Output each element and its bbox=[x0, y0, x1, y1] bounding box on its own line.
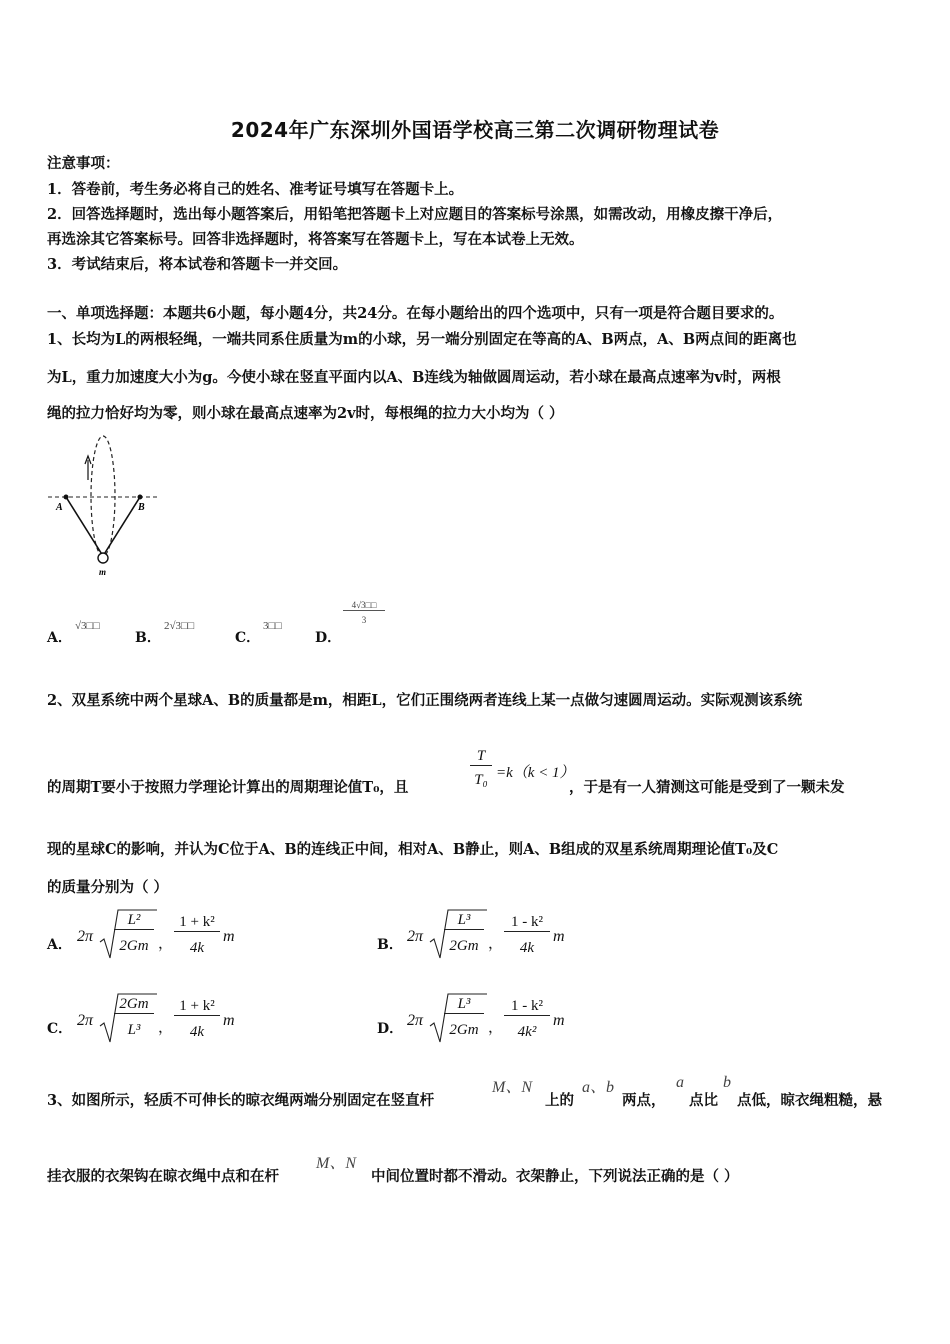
q2-line: 现的星球C的影响，并认为C位于A、B的连线正中间，相对A、B静止，则A、B组成的双星系统周期理论值T₀及C bbox=[47, 841, 779, 858]
q3-text: 挂衣服的衣架钩在晾衣绳中点和在杆 bbox=[47, 1168, 279, 1185]
q3-b: b bbox=[723, 1074, 731, 1091]
q2-option-c-m-den: 4k bbox=[189, 1024, 205, 1040]
page-title: 2024年广东深圳外国语学校高三第二次调研物理试卷 bbox=[230, 118, 720, 142]
q2-option-d-coef: 2π bbox=[407, 1012, 424, 1029]
q2-option-b-m-den: 4k bbox=[519, 940, 535, 956]
q2-option-c-m: m bbox=[223, 1012, 235, 1029]
notice-heading: 注意事项： bbox=[47, 155, 120, 172]
q2-option-a-m-den: 4k bbox=[189, 940, 205, 956]
q2-option-d-sep: ， bbox=[488, 1020, 504, 1036]
notice-item: 2．回答选择题时，选出每小题答案后，用铅笔把答题卡上对应题目的答案标号涂黑，如需改动，用橡皮擦干净后， bbox=[47, 206, 783, 223]
q1-figure bbox=[44, 430, 164, 580]
q3-mn: M、N bbox=[492, 1079, 533, 1096]
q2-option-a-coef: 2π bbox=[77, 928, 94, 945]
q2-option-c-rad-num: 2Gm bbox=[114, 996, 154, 1014]
q2-ratio-num: T bbox=[470, 748, 492, 766]
label-b: B bbox=[138, 502, 145, 513]
q2-line: ，于是有一人猜测这可能是受到了一颗未发 bbox=[569, 779, 845, 796]
q2-option-d-m: m bbox=[553, 1012, 565, 1029]
q2-option-a-rad-num: L² bbox=[114, 912, 154, 930]
point-b bbox=[138, 495, 143, 500]
q2-option-c-rad-den: L³ bbox=[127, 1022, 141, 1038]
q3-mn: M、N bbox=[316, 1155, 357, 1172]
q2-option-c-coef: 2π bbox=[77, 1012, 94, 1029]
label-a: A bbox=[56, 502, 63, 513]
q1-option-a-letter: A． bbox=[47, 630, 72, 646]
q1-line: 绳的拉力恰好均为零，则小球在最高点速率为2v时，每根绳的拉力大小均为（ ） bbox=[47, 405, 564, 422]
q1-option-a-expr: √3□□ bbox=[75, 620, 100, 632]
q3-text: 中间位置时都不滑动。衣架静止，下列说法正确的是（ ） bbox=[371, 1168, 739, 1185]
q2-option-d-rad-num: L³ bbox=[444, 996, 484, 1014]
q2-line: 的周期T要小于按照力学理论计算出的周期理论值T₀，且 bbox=[47, 779, 409, 796]
q2-ratio-rest: =k（k < 1） bbox=[496, 765, 575, 781]
q3-text: 3、如图所示，轻质不可伸长的晾衣绳两端分别固定在竖直杆 bbox=[47, 1092, 435, 1109]
q3-text: 点比 bbox=[689, 1092, 718, 1109]
q2-option-b-m: m bbox=[553, 928, 565, 945]
q2-option-d-m-num: 1 - k² bbox=[504, 998, 550, 1016]
circle-path bbox=[91, 436, 115, 556]
q2-line: 的质量分别为（ ） bbox=[47, 879, 169, 896]
q2-option-d-rad-den: 2Gm bbox=[449, 1022, 479, 1038]
q2-option-a-m-num: 1 + k² bbox=[174, 914, 220, 932]
q2-option-a-m: m bbox=[223, 928, 235, 945]
notice-item: 3．考试结束后，将本试卷和答题卡一并交回。 bbox=[47, 256, 348, 273]
q2-ratio-den: T₀ bbox=[474, 772, 488, 788]
q2-option-d-letter: D． bbox=[377, 1021, 404, 1037]
q1-line: 为L，重力加速度大小为g。今使小球在竖直平面内以A、B连线为轴做圆周运动，若小球在最高点速率为v时，两根 bbox=[47, 369, 781, 386]
q2-option-b-rad-num: L³ bbox=[444, 912, 484, 930]
q1-option-d-letter: D． bbox=[315, 630, 342, 646]
q2-option-a-sep: ， bbox=[158, 936, 174, 952]
rope-b bbox=[103, 497, 140, 556]
q2-line: 2、双星系统中两个星球A、B的质量都是m，相距L，它们正围绕两者连线上某一点做匀速圆周运动。实际观测该系统 bbox=[47, 692, 803, 709]
q2-option-c-sep: ， bbox=[158, 1020, 174, 1036]
q2-option-b-coef: 2π bbox=[407, 928, 424, 945]
q3-ab: a、b bbox=[582, 1079, 615, 1096]
label-m: m bbox=[99, 567, 107, 577]
q2-option-b-sep: ， bbox=[488, 936, 504, 952]
q1-option-d-num: 4√3□□ bbox=[343, 600, 385, 611]
q3-text: 点低，晾衣绳粗糙，悬 bbox=[737, 1092, 882, 1109]
point-a bbox=[64, 495, 69, 500]
q1-option-b-expr: 2√3□□ bbox=[164, 620, 195, 632]
q3-text: 上的 bbox=[545, 1092, 574, 1109]
q1-option-c-letter: C． bbox=[235, 630, 261, 646]
ball-m bbox=[98, 553, 108, 563]
q1-option-c-expr: 3□□ bbox=[263, 620, 282, 632]
q2-option-c-letter: C． bbox=[47, 1021, 73, 1037]
q1-option-d-den: 3 bbox=[361, 615, 367, 625]
q2-option-b-letter: B． bbox=[377, 937, 403, 953]
q1-option-b-letter: B． bbox=[135, 630, 161, 646]
q3-a: a bbox=[676, 1074, 684, 1091]
section-heading: 一、单项选择题：本题共6小题，每小题4分，共24分。在每小题给出的四个选项中，只有一项是符合题目要求的。 bbox=[47, 305, 784, 322]
q2-option-a-letter: A． bbox=[47, 937, 72, 953]
notice-item: 再选涂其它答案标号。回答非选择题时，将答案写在答题卡上，写在本试卷上无效。 bbox=[47, 231, 584, 248]
q1-line: 1、长均为L的两根轻绳，一端共同系住质量为m的小球，另一端分别固定在等高的A、B两点，A、B两点间的距离也 bbox=[47, 331, 797, 348]
notice-item: 1．答卷前，考生务必将自己的姓名、准考证号填写在答题卡上。 bbox=[47, 181, 464, 198]
q2-option-a-rad-den: 2Gm bbox=[119, 938, 149, 954]
q2-option-b-m-num: 1 - k² bbox=[504, 914, 550, 932]
q2-option-c-m-num: 1 + k² bbox=[174, 998, 220, 1016]
q2-option-d-m-den: 4k² bbox=[517, 1024, 537, 1040]
rope-a bbox=[66, 497, 103, 556]
q2-option-b-rad-den: 2Gm bbox=[449, 938, 479, 954]
q3-text: 两点， bbox=[622, 1092, 666, 1109]
